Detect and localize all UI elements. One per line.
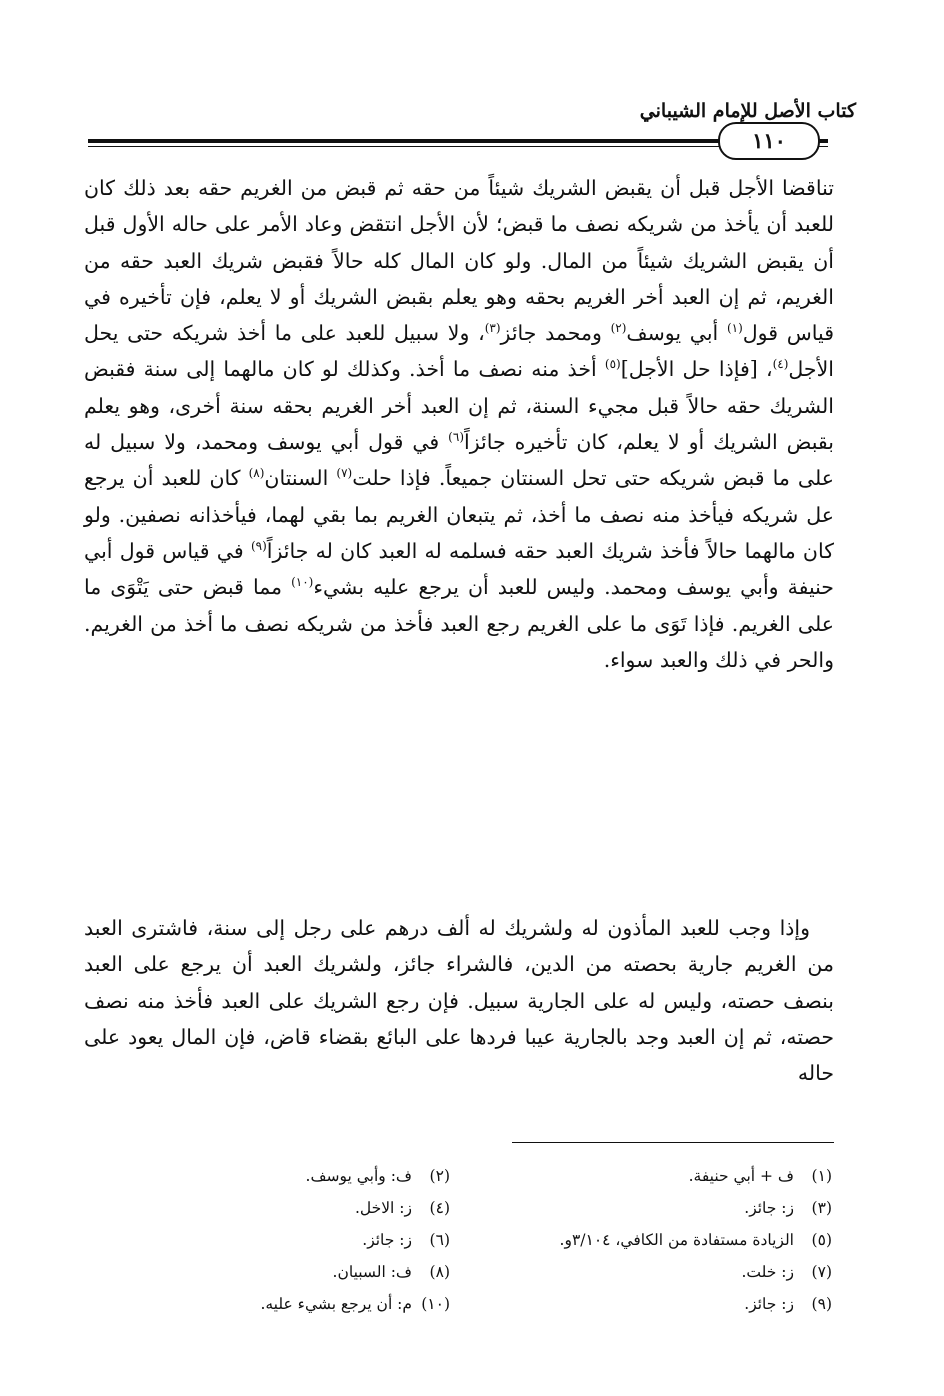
- footnote-number: (٢): [429, 1167, 450, 1185]
- footnote-text: ز: جائز.: [362, 1231, 412, 1249]
- footnote-text: م: أن يرجع بشيء عليه.: [260, 1295, 412, 1313]
- text-run: أبي يوسف: [626, 321, 727, 346]
- footnote-number: (٨): [429, 1263, 450, 1281]
- footnote-ref: (٣): [484, 321, 501, 336]
- footnote-text: ز: خلت.: [741, 1263, 794, 1281]
- footnote-number: (١٠): [421, 1295, 450, 1313]
- text-run: أخذ منه نصف ما أخذ. وكذلك لو كان مالهما إلى سنة فقبض الشريك حقه حالاً قبل مجيء السنة، ثم إن العبد أخر الغريم بحقه سنة أخرى، وهو يعلم بقبض الشريك أو لا يعلم، كان تأخيره جائزاً: [84, 357, 834, 455]
- footnote-7: [472, 1256, 832, 1288]
- footnote-ref: (٧): [336, 466, 353, 481]
- footnote-4: [150, 1192, 450, 1224]
- footnote-text: ف + أبي حنيفة.: [688, 1167, 794, 1185]
- footnote-2: [150, 1160, 450, 1192]
- text-run: تناقضا الأجل قبل أن يقبض الشريك شيئاً من حقه ثم قبض من الغريم حقه بعد ذلك كان للعبد أن يأخذ من شريكه نصف ما قبض؛ لأن الأجل انتقض وعاد الأمر على حاله الأول قبل أن يقبض الشريك شيئاً من المال. ولو كان المال كله حالاً فقبض شريك العبد حقه من الغريم، ثم إن العبد أخر الغريم بحقه وهو يعلم بقبض الشريك أو لا يعلم، فإن تأخيره في قياس قول: [84, 176, 835, 346]
- text-run: مما قبض حتى يَتْوَى ما على الغريم. فإذا تَوَى ما على الغريم رجع العبد فأخذ من شريكه نصف ما أخذ من الغريم. والحر في ذلك والعبد سواء.: [84, 575, 834, 672]
- footnote-text: ز: جائز.: [744, 1295, 794, 1313]
- footnote-3: [472, 1192, 832, 1224]
- header-rule-thin: [88, 146, 828, 147]
- footnote-number: (٥): [811, 1231, 832, 1249]
- text-run: في قياس قول أبي حنيفة وأبي يوسف ومحمد. وليس للعبد أن يرجع عليه بشيء: [84, 538, 834, 600]
- footnotes-column-right: [472, 1160, 832, 1320]
- footnote-number: (٤): [429, 1199, 450, 1217]
- footnote-5: [472, 1224, 832, 1256]
- text-run: في قول أبي يوسف ومحمد، ولا سبيل له على ما قبض شريكه حتى تحل السنتان جميعاً. فإذا حلت: [84, 430, 834, 491]
- footnote-number: (٣): [811, 1199, 832, 1217]
- text-run: ، ولا سبيل للعبد على ما أخذ شريكه حتى يحل الأجل: [84, 321, 834, 382]
- body-paragraph-2: [84, 910, 834, 1091]
- footnote-separator: [512, 1142, 834, 1143]
- footnote-text: الزيادة مستفادة من الكافي، ٣/١٠٤و.: [559, 1231, 794, 1249]
- text-run: كان للعبد أن يرجع عل شريكه فيأخذ منه نصف ما أخذ، ثم يتبعان الغريم بما بقي لهما، فيأخذانه نصفين. ولو كان مالهما حالاً فأخذ شريك العبد حقه فسلمه له العبد كان له جائزاً: [84, 466, 834, 563]
- footnote-number: (١): [811, 1167, 832, 1185]
- footnote-ref: (١٠): [291, 575, 314, 590]
- footnote-text: ز: جائز.: [744, 1199, 794, 1217]
- footnote-9: [472, 1288, 832, 1320]
- text-run: وإذا وجب للعبد المأذون له ولشريك له ألف درهم على رجل إلى سنة، فاشترى العبد من الغريم جارية بحصته من الدين، فالشراء جائز، ولشريك العبد أن يرجع على العبد بنصف حصته، وليس له على الجارية سبيل. فإن رجع الشريك على العبد فأخذ منه نصف حصته، ثم إن العبد وجد بالجارية عيبا فردها على البائع بقضاء قاض، فإن المال يعود على حاله: [84, 916, 834, 1086]
- footnote-8: [150, 1256, 450, 1288]
- text-run: ، [فإذا حل الأجل]: [620, 357, 773, 382]
- header-rule-thick: [88, 139, 828, 143]
- footnote-ref: (٩): [250, 539, 267, 554]
- footnote-number: (٦): [429, 1231, 450, 1249]
- body-paragraph-1: [84, 170, 834, 678]
- footnotes-column-left: [150, 1160, 450, 1320]
- footnote-ref: (١): [726, 321, 743, 336]
- footnote-number: (٧): [811, 1263, 832, 1281]
- text-run: السنتان: [264, 466, 337, 491]
- footnote-10: [150, 1288, 450, 1320]
- footnote-number: (٩): [811, 1295, 832, 1313]
- footnote-ref: (٥): [604, 357, 621, 372]
- footnote-ref: (٦): [448, 430, 464, 445]
- footnote-text: ف: وأبي يوسف.: [305, 1167, 412, 1185]
- running-header-title: كتاب الأصل للإمام الشيباني: [639, 100, 856, 122]
- footnote-text: ف: السبيان.: [332, 1263, 412, 1281]
- footnote-text: ز: الاخل.: [354, 1199, 412, 1217]
- footnote-ref: (٢): [610, 321, 627, 336]
- footnote-1: [472, 1160, 832, 1192]
- page-number-badge: ١١٠: [718, 122, 820, 160]
- footnote-ref: (٨): [248, 466, 265, 481]
- footnote-6: [150, 1224, 450, 1256]
- text-run: ومحمد جائز: [500, 321, 611, 346]
- footnote-ref: (٤): [772, 357, 789, 372]
